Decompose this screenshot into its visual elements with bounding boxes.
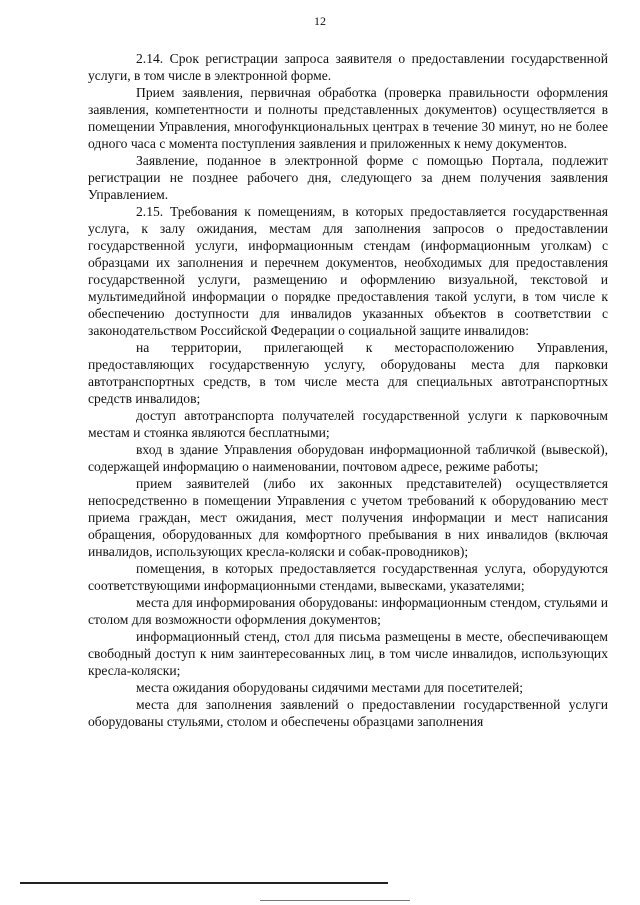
paragraph-info-stands: помещения, в которых предоставляется государственная услуга, оборудуются соответствующими информационными стендами, вывесками, указателями; <box>88 561 608 593</box>
paragraph-waiting-places: места ожидания оборудованы сидячими местами для посетителей; <box>136 680 524 695</box>
paragraph-2-14-heading: 2.14. Срок регистрации запроса заявителя о предоставлении государственной услуги, в том числе в электронной форме. <box>88 51 608 83</box>
paragraph-parking-free: доступ автотранспорта получателей государственной услуги к парковочным местам и стоянка являются бесплатными; <box>88 408 608 440</box>
footer-rule <box>20 882 388 884</box>
paragraph-2-15-heading: 2.15. Требования к помещениям, в которых предоставляется государственная услуга, к залу ожидания, местам для заполнения запросов о предоставлении государственной услуги, информационным стендам (информационным уголкам) с образцами их заполнения и перечнем документов, необходимых для предоставления государственной услуги, размещению и оформлению визуальной, текстовой и мультимедийной информации о порядке предоставления такой услуги, в том числе к обеспечению доступности для инвалидов указанных объектов в соответствии с законодательством Российской Федерации о социальной защите инвалидов: <box>88 204 608 338</box>
paragraph-info-places: места для информирования оборудованы: информационным стендом, стульями и столом для возможности оформления документов; <box>88 595 608 627</box>
paragraph-stand-table: информационный стенд, стол для письма размещены в месте, обеспечивающем свободный доступ к ним заинтересованных лиц, в том числе инвалидов, использующих кресла-коляски; <box>88 629 608 678</box>
paragraph-parking: на территории, прилегающей к месторасположению Управления, предоставляющих государственную услугу, оборудованы места для парковки автотранспортных средств, в том числе места для специальных автотранспортных средств инвалидов; <box>88 340 608 406</box>
paragraph-reception: Прием заявления, первичная обработка (проверка правильности оформления заявления, компетентности и полноты представленных документов) осуществляется в помещении Управления, многофункциональных центрах в течение 30 минут, но не более одного часа с момента поступления заявления и приложенных к нему документов. <box>88 85 608 151</box>
paragraph-electronic-registration: Заявление, поданное в электронной форме с помощью Портала, подлежит регистрации не позднее рабочего дня, следующего за днем получения заявления Управлением. <box>88 153 608 202</box>
paragraph-filling-places: места для заполнения заявлений о предоставлении государственной услуги оборудованы стульями, столом и обеспечены образцами заполнения <box>88 697 608 729</box>
paragraph-entrance-sign: вход в здание Управления оборудован информационной табличкой (вывеской), содержащей информацию о наименовании, почтовом адресе, режиме работы; <box>88 442 608 474</box>
page-number: 12 <box>314 14 326 28</box>
paragraph-reception-premises: прием заявителей (либо их законных представителей) осуществляется непосредственно в помещении Управления с учетом требований к оборудованию мест приема граждан, мест ожидания, мест получения информации и мест написания обращения, оборудованных для комфортного пребывания в них инвалидов (включая инвалидов, использующих кресла-коляски и собак-проводников); <box>88 476 608 559</box>
document-body <box>88 50 608 730</box>
footer-scan-line <box>260 900 410 901</box>
